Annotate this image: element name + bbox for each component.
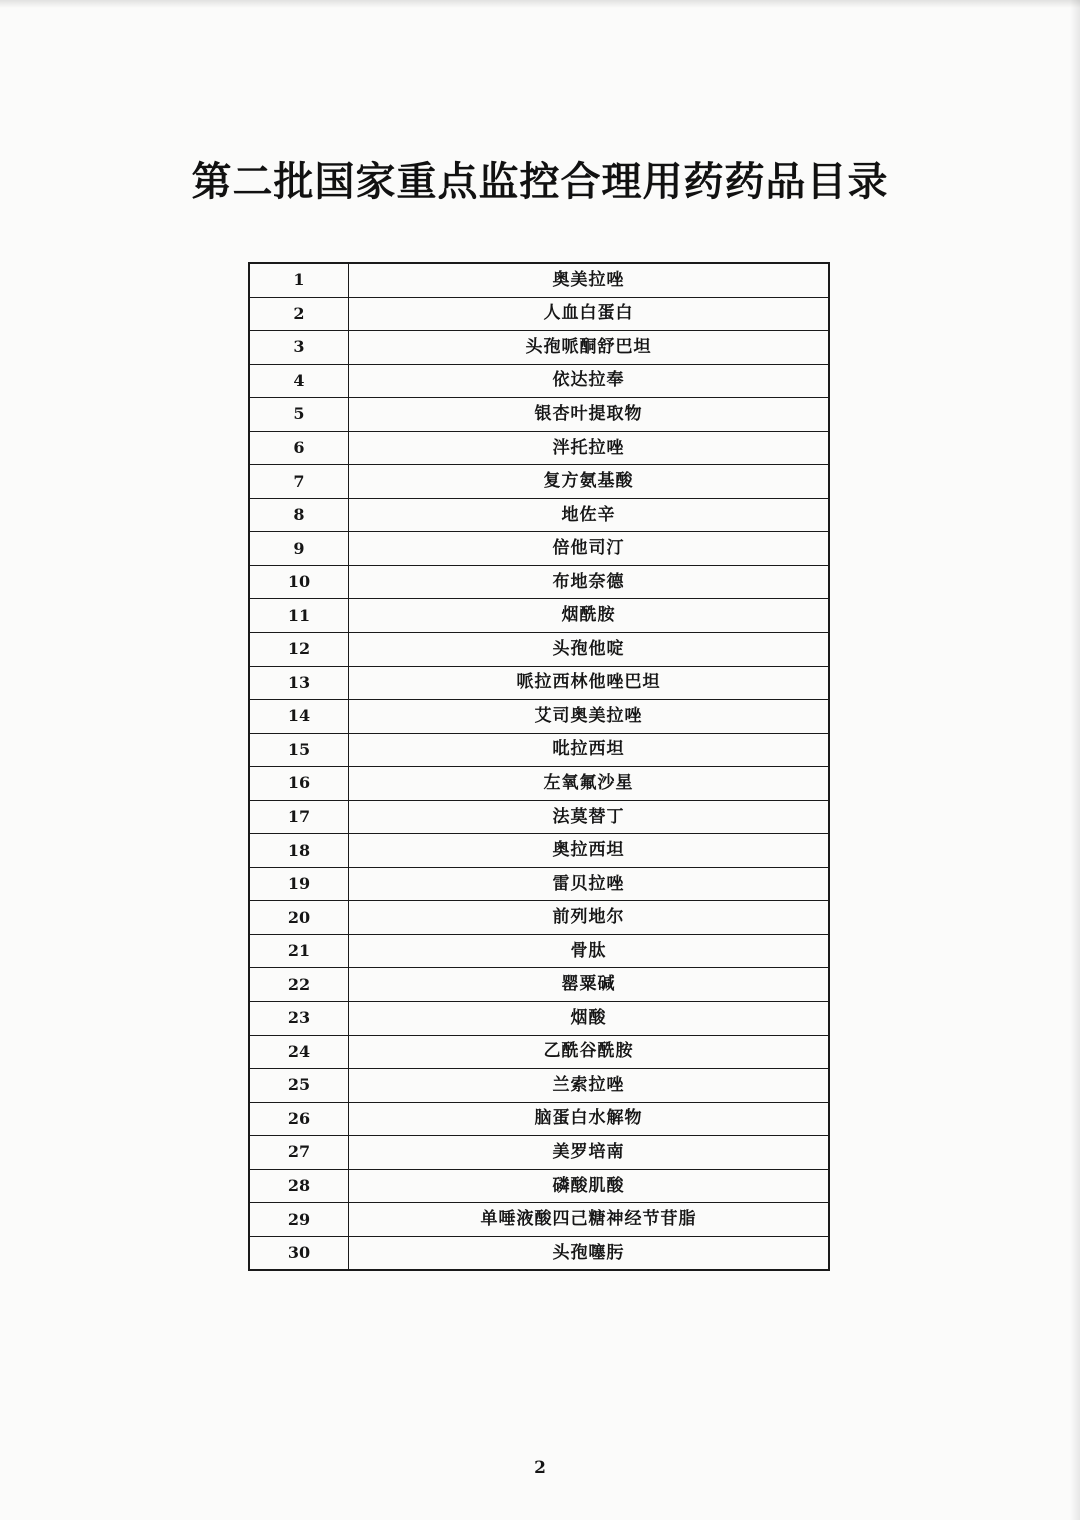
row-number-cell: 21	[249, 934, 349, 968]
drug-name-cell: 烟酰胺	[349, 599, 830, 633]
table-row	[249, 1002, 829, 1036]
drug-name-cell: 单唾液酸四己糖神经节苷脂	[349, 1203, 830, 1237]
row-number-cell: 9	[249, 532, 349, 566]
row-number-cell: 29	[249, 1203, 349, 1237]
row-number-cell: 14	[249, 700, 349, 734]
row-number-cell: 23	[249, 1002, 349, 1036]
row-number-cell: 19	[249, 867, 349, 901]
row-number-cell: 27	[249, 1136, 349, 1170]
table-row	[249, 431, 829, 465]
table-row	[249, 498, 829, 532]
row-number-cell: 2	[249, 297, 349, 331]
drug-name-cell: 左氧氟沙星	[349, 767, 830, 801]
table-row	[249, 1203, 829, 1237]
drug-name-cell: 骨肽	[349, 934, 830, 968]
table-row	[249, 867, 829, 901]
table-row	[249, 1136, 829, 1170]
page-title: 第二批国家重点监控合理用药药品目录	[191, 159, 889, 205]
row-number-cell: 26	[249, 1102, 349, 1136]
drug-name-cell: 银杏叶提取物	[349, 398, 830, 432]
row-number-cell: 5	[249, 398, 349, 432]
drug-name-cell: 雷贝拉唑	[349, 867, 830, 901]
drug-name-cell: 布地奈德	[349, 565, 830, 599]
table-row	[249, 398, 829, 432]
row-number-cell: 17	[249, 800, 349, 834]
row-number-cell: 3	[249, 331, 349, 365]
drug-name-cell: 罂粟碱	[349, 968, 830, 1002]
table-row	[249, 1035, 829, 1069]
page-number: 2	[534, 1458, 546, 1478]
row-number-cell: 7	[249, 465, 349, 499]
table-row	[249, 1069, 829, 1103]
row-number-cell: 12	[249, 633, 349, 667]
drug-list-body	[249, 263, 829, 1270]
table-row	[249, 834, 829, 868]
drug-name-cell: 头孢哌酮舒巴坦	[349, 331, 830, 365]
drug-list-table	[248, 262, 830, 1271]
table-row	[249, 599, 829, 633]
table-row	[249, 532, 829, 566]
table-row	[249, 331, 829, 365]
table-row	[249, 700, 829, 734]
drug-name-cell: 前列地尔	[349, 901, 830, 935]
table-row	[249, 666, 829, 700]
drug-name-cell: 法莫替丁	[349, 800, 830, 834]
table-row	[249, 465, 829, 499]
row-number-cell: 6	[249, 431, 349, 465]
drug-name-cell: 哌拉西林他唑巴坦	[349, 666, 830, 700]
drug-name-cell: 复方氨基酸	[349, 465, 830, 499]
row-number-cell: 22	[249, 968, 349, 1002]
row-number-cell: 16	[249, 767, 349, 801]
row-number-cell: 13	[249, 666, 349, 700]
row-number-cell: 30	[249, 1236, 349, 1270]
drug-name-cell: 兰索拉唑	[349, 1069, 830, 1103]
drug-name-cell: 人血白蛋白	[349, 297, 830, 331]
drug-name-cell: 头孢他啶	[349, 633, 830, 667]
table-row	[249, 364, 829, 398]
drug-name-cell: 奥拉西坦	[349, 834, 830, 868]
scan-shadow-right	[1070, 0, 1080, 1520]
scan-shadow-top	[0, 0, 1080, 8]
table-row	[249, 565, 829, 599]
drug-name-cell: 泮托拉唑	[349, 431, 830, 465]
table-row	[249, 1236, 829, 1270]
row-number-cell: 4	[249, 364, 349, 398]
drug-name-cell: 磷酸肌酸	[349, 1169, 830, 1203]
drug-name-cell: 倍他司汀	[349, 532, 830, 566]
drug-name-cell: 美罗培南	[349, 1136, 830, 1170]
row-number-cell: 8	[249, 498, 349, 532]
drug-name-cell: 地佐辛	[349, 498, 830, 532]
row-number-cell: 18	[249, 834, 349, 868]
table-row	[249, 633, 829, 667]
table-row	[249, 901, 829, 935]
row-number-cell: 11	[249, 599, 349, 633]
drug-name-cell: 依达拉奉	[349, 364, 830, 398]
table-row	[249, 800, 829, 834]
drug-name-cell: 吡拉西坦	[349, 733, 830, 767]
drug-name-cell: 奥美拉唑	[349, 263, 830, 297]
table-row	[249, 297, 829, 331]
drug-name-cell: 脑蛋白水解物	[349, 1102, 830, 1136]
table-row	[249, 1102, 829, 1136]
drug-name-cell: 头孢噻肟	[349, 1236, 830, 1270]
row-number-cell: 1	[249, 263, 349, 297]
row-number-cell: 28	[249, 1169, 349, 1203]
table-row	[249, 1169, 829, 1203]
row-number-cell: 25	[249, 1069, 349, 1103]
table-row	[249, 767, 829, 801]
row-number-cell: 24	[249, 1035, 349, 1069]
drug-name-cell: 烟酸	[349, 1002, 830, 1036]
table-row	[249, 263, 829, 297]
table-row	[249, 934, 829, 968]
drug-name-cell: 艾司奥美拉唑	[349, 700, 830, 734]
row-number-cell: 10	[249, 565, 349, 599]
table-row	[249, 968, 829, 1002]
row-number-cell: 15	[249, 733, 349, 767]
table-row	[249, 733, 829, 767]
drug-name-cell: 乙酰谷酰胺	[349, 1035, 830, 1069]
row-number-cell: 20	[249, 901, 349, 935]
